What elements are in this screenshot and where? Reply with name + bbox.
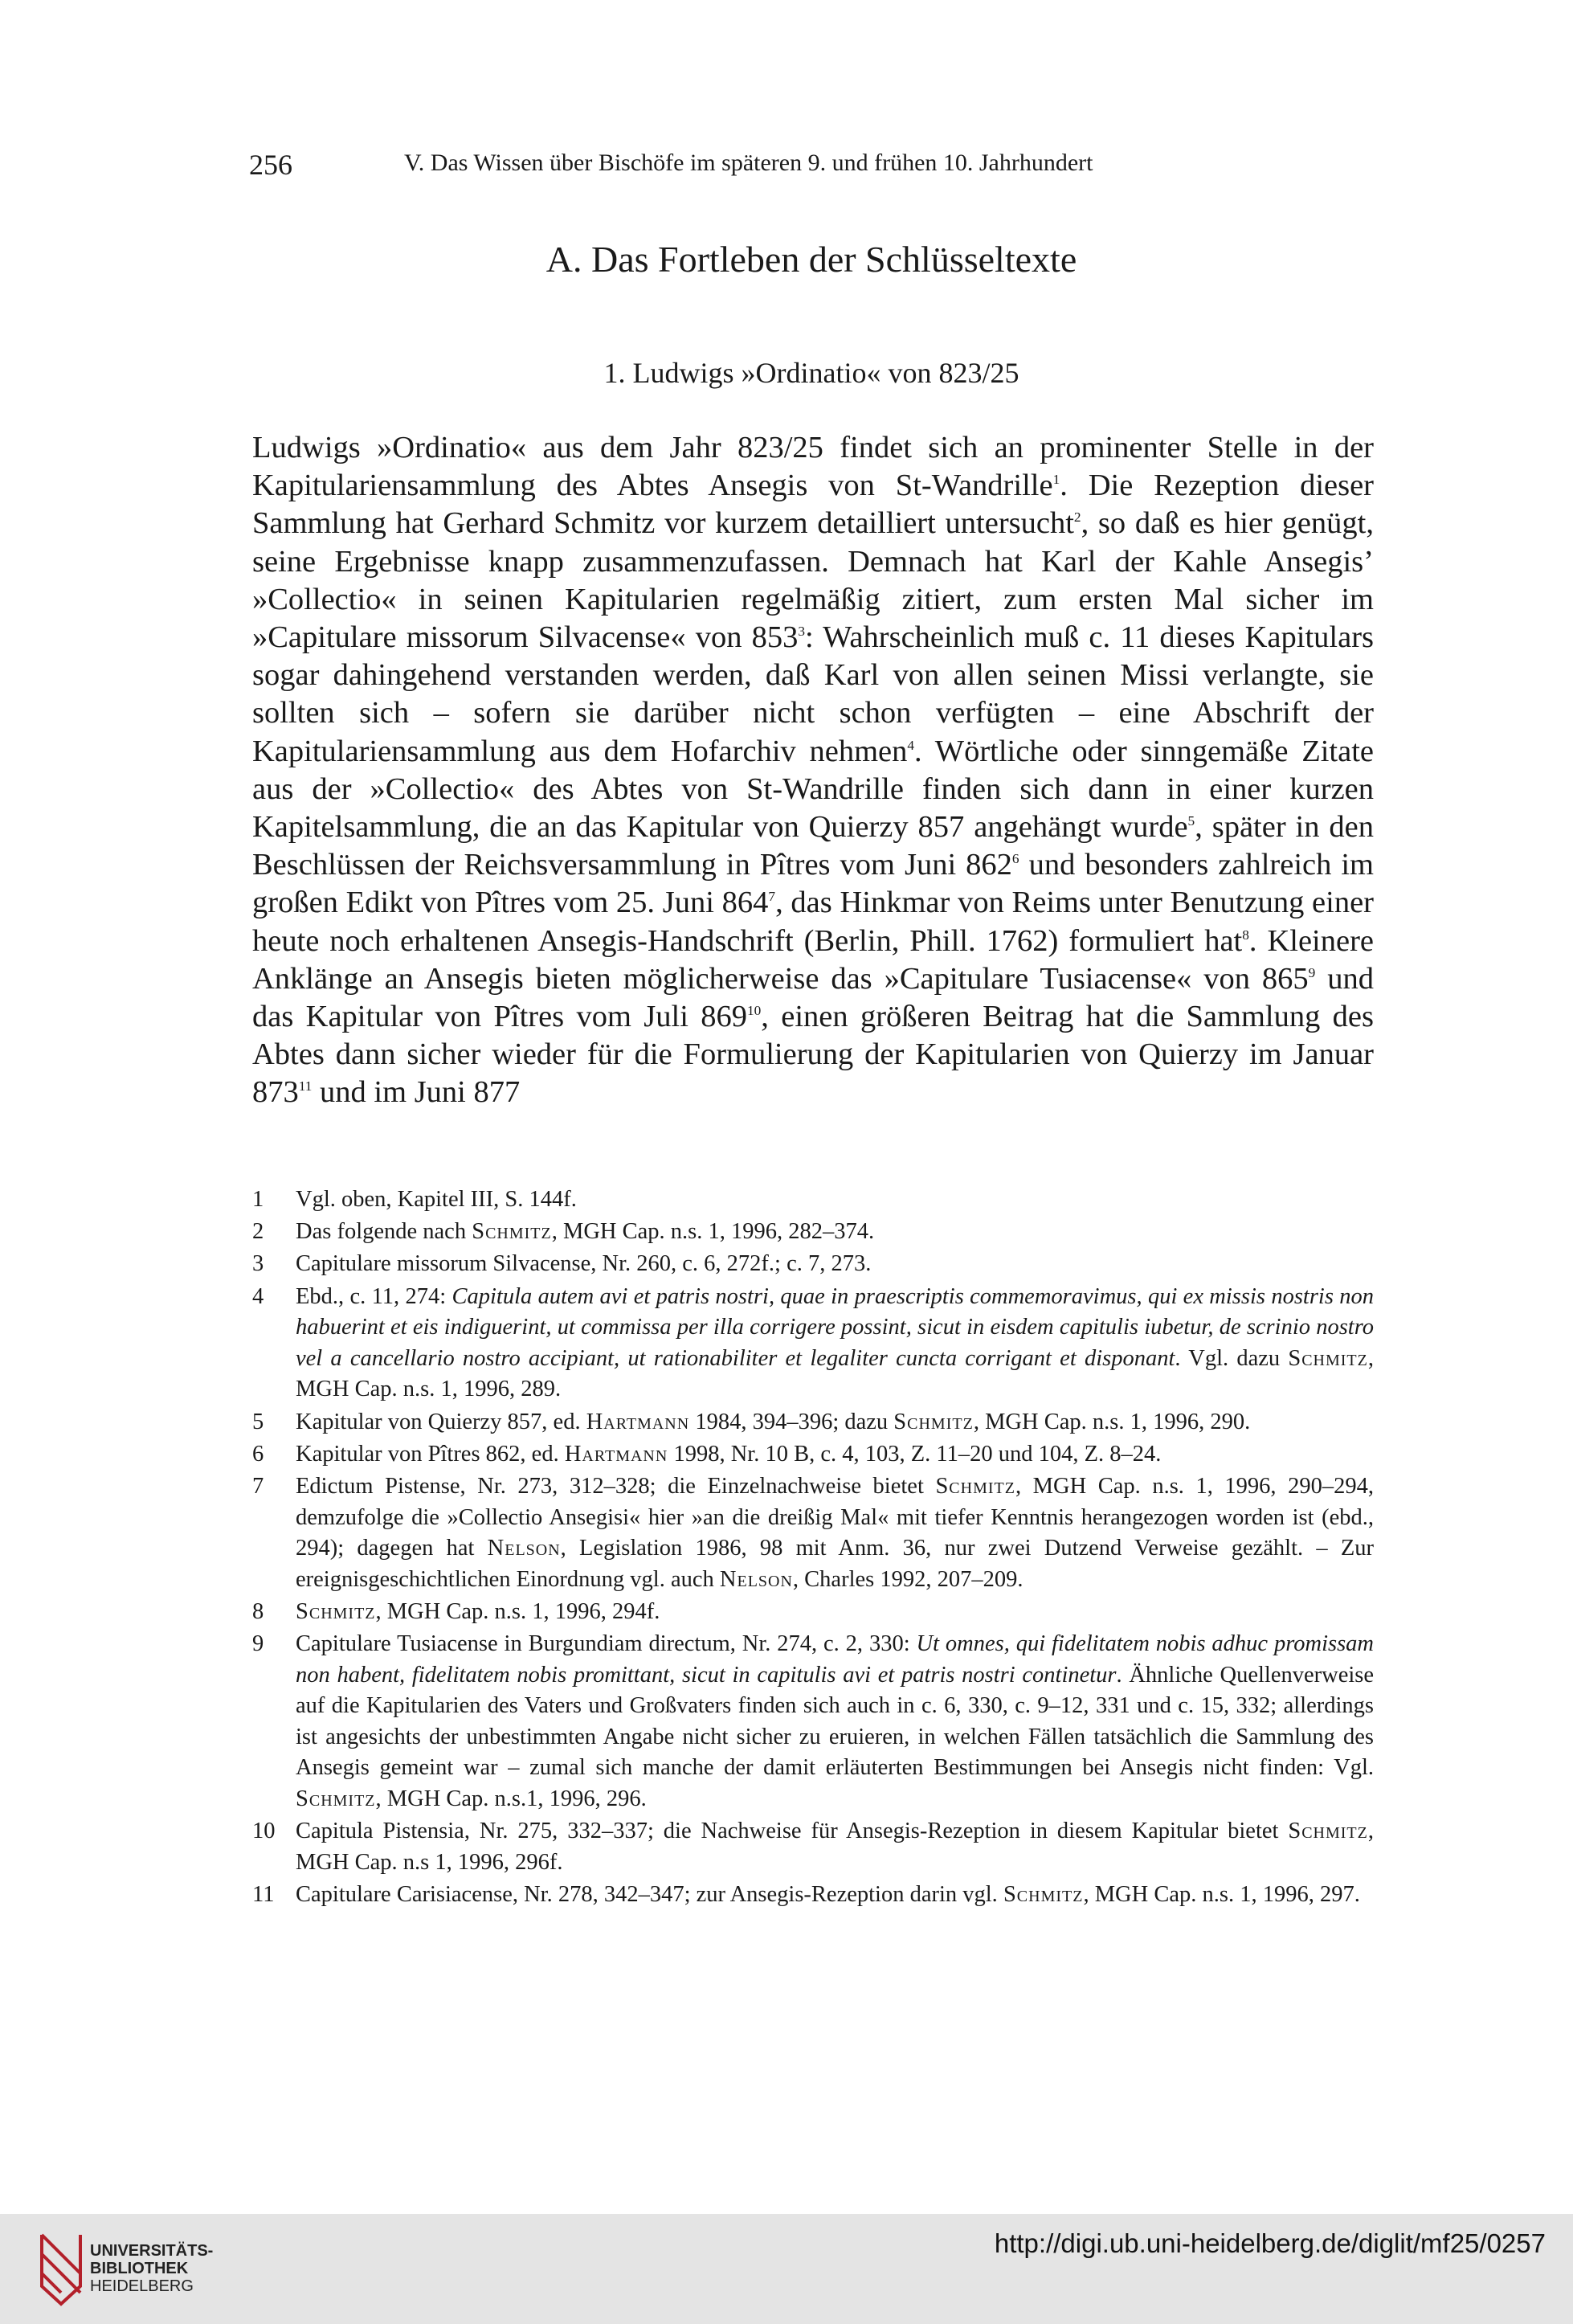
footnote-segment: Edictum Pistense, Nr. 273, 312–328; die Einzelnachweise bietet	[296, 1473, 936, 1499]
footnote-segment: Capitulare Tusiacense in Burgundiam directum, Nr. 274, c. 2, 330:	[296, 1631, 917, 1657]
source-url[interactable]: http://digi.ub.uni-heidelberg.de/diglit/mf25/0257	[994, 2228, 1546, 2258]
footnote-6	[252, 1439, 1374, 1471]
footnote-ref[interactable]: 5	[1187, 813, 1195, 829]
library-name-line: HEIDELBERG	[90, 2277, 194, 2295]
footnote-text	[296, 1880, 1374, 1911]
footnote-text	[296, 1407, 1374, 1438]
chapter-title: A. Das Fortleben der Schlüsseltexte	[545, 239, 1077, 280]
footnote-number: 10	[252, 1819, 276, 1844]
author-name: Schmitz	[296, 1786, 376, 1812]
footnote-number: 7	[252, 1473, 264, 1499]
page-number: 256	[249, 149, 292, 181]
footnote-ref[interactable]: 1	[1052, 472, 1060, 488]
footnote-segment: , MGH Cap. n.s. 1, 1996, 289.	[296, 1345, 1374, 1402]
body-text-segment: : Wahrscheinlich muß c. 11 dieses Kapitulars sogar dahingehend verstanden werden, daß Karl von allen seinen Missi verlangte, sie sollten sich – sofern sie darüber nicht schon verfügten – eine Abschrift der Kapitulariensammlung aus dem Hofarchiv nehmen	[252, 620, 1374, 768]
library-name-line: BIBLIOTHEK	[90, 2260, 189, 2277]
footnote-segment: . Ähnliche Quellenverweise auf die Kapitularien des Vaters und Großvaters finden sich auch in c. 6, 330, c. 9–12, 331 und c. 15, 332; allerdings ist angesichts der unbestimmten Angabe nicht sicher zu eruieren, in welchen Fällen tatsächlich die Sammlung des Ansegis gemeint war – zumal sich manche der damit erläuterten Bestimmungen bei Ansegis nicht finden: Vgl.	[296, 1662, 1375, 1781]
footnote-number: 3	[252, 1251, 264, 1277]
footnote-segment: , MGH Cap. n.s. 1, 1996, 282–374.	[551, 1219, 875, 1245]
footnote-segment: Das folgende nach	[296, 1219, 472, 1245]
footnote-ref[interactable]: 3	[798, 624, 806, 640]
footnote-10	[252, 1816, 1374, 1878]
footnote-number: 9	[252, 1631, 264, 1657]
author-name: Nelson	[487, 1536, 561, 1561]
footnote-text	[296, 1471, 1374, 1595]
footnote-number: 8	[252, 1598, 264, 1624]
body-text-segment: und im Juni 877	[312, 1075, 521, 1110]
body-text-segment: , später in den Beschlüssen der Reichsversammlung in Pîtres vom Juni 862	[252, 810, 1374, 882]
footnote-8	[252, 1597, 1374, 1628]
footnote-segment: . Vgl. dazu	[1175, 1345, 1289, 1371]
author-name: Schmitz	[296, 1598, 376, 1624]
footnote-ref[interactable]: 11	[298, 1078, 313, 1094]
footnote-ref[interactable]: 6	[1011, 851, 1019, 867]
running-head: V. Das Wissen über Bischöfe im späteren 9. und frühen 10. Jahrhundert	[404, 149, 1093, 176]
footnote-ref[interactable]: 4	[907, 737, 915, 753]
body-text-segment: . Kleinere Anklänge an Ansegis bieten möglicherweise das »Capitulare Tusiacense« von 865	[252, 923, 1374, 996]
footnote-number: 6	[252, 1441, 264, 1467]
footnote-ref[interactable]: 2	[1073, 509, 1081, 526]
body-text-segment: , das Hinkmar von Reims unter Benutzung einer heute noch erhaltenen Ansegis-Handschrift (Berlin, Phill. 1762) formuliert hat	[252, 886, 1374, 958]
author-name: Hartmann	[564, 1441, 668, 1467]
footnote-segment: 1984, 394–396; dazu	[689, 1409, 894, 1434]
footnote-segment: , Charles 1992, 207–209.	[792, 1566, 1023, 1592]
footnote-segment: , MGH Cap. n.s. 1, 1996, 290.	[973, 1409, 1251, 1434]
author-name: Hartmann	[586, 1409, 690, 1434]
section-title: 1. Ludwigs »Ordinatio« von 823/25	[603, 357, 1019, 389]
library-name	[90, 2242, 213, 2295]
footnote-number: 11	[252, 1882, 275, 1907]
footnote-segment: , MGH Cap. n.s. 1, 1996, 290–294, demzufolge die »Collectio Ansegisi« hier »an die dreißig Mal« mit tiefer Kenntnis herangezogen worden ist (ebd., 294); dagegen hat	[296, 1473, 1374, 1561]
footnote-text	[296, 1816, 1374, 1878]
footnote-segment: , MGH Cap. n.s. 1, 1996, 294f.	[375, 1598, 660, 1624]
footnote-segment: Kapitular von Pîtres 862, ed.	[296, 1441, 565, 1467]
author-name: Schmitz	[1288, 1345, 1368, 1371]
footnote-segment: Kapitular von Quierzy 857, ed.	[296, 1409, 586, 1434]
footnote-9	[252, 1629, 1374, 1815]
author-name: Schmitz	[472, 1219, 552, 1245]
footnote-text	[296, 1282, 1374, 1405]
body-text-segment: . Die Rezeption dieser Sammlung hat Gerhard Schmitz vor kurzem detailliert untersucht	[252, 468, 1374, 541]
footnote-number: 1	[252, 1187, 264, 1212]
footnote-text	[296, 1439, 1374, 1471]
body-text-segment: und das Kapitular von Pîtres vom Juli 869	[252, 961, 1374, 1034]
body-text-segment: , einen größeren Beitrag hat die Sammlung des Abtes dann sicher wieder für die Formulierung der Kapitularien von Quierzy im Januar 873	[252, 1000, 1374, 1110]
body-paragraph	[252, 429, 1374, 1112]
footnote-11	[252, 1880, 1374, 1911]
footnote-4	[252, 1282, 1374, 1405]
author-name: Schmitz	[1003, 1882, 1084, 1907]
footnotes	[252, 1185, 1374, 1912]
footnote-text	[296, 1249, 1374, 1280]
author-name: Schmitz	[935, 1473, 1015, 1499]
footnote-ref[interactable]: 9	[1308, 965, 1316, 981]
footnote-3	[252, 1249, 1374, 1280]
library-name-line: UNIVERSITÄTS-	[90, 2242, 214, 2260]
footnote-7	[252, 1471, 1374, 1595]
footnote-number: 4	[252, 1283, 264, 1309]
footnote-segment: Vgl. oben, Kapitel III, S. 144f.	[296, 1187, 577, 1212]
footnote-segment: Capitulare missorum Silvacense, Nr. 260, c. 6, 272f.; c. 7, 273.	[296, 1251, 872, 1277]
latin-quote: Capitula autem avi et patris nostri, quae in praescriptis commemoravimus, qui ex missis nostris non habuerint et eis indiguerint, ut commissa per illa corrigere possint, sicut in eisdem capitulis iubetur, de scrinio nostro vel a cancellario nostro accipiant, ut rationabiliter et legaliter cuncta corrigant et disponant	[296, 1283, 1375, 1371]
footnote-ref[interactable]: 8	[1242, 927, 1249, 943]
footnote-ref[interactable]: 10	[746, 1003, 762, 1019]
footnote-segment: , MGH Cap. n.s.1, 1996, 296.	[375, 1786, 647, 1812]
footnote-segment: Capitulare Carisiacense, Nr. 278, 342–347; zur Ansegis-Rezeption darin vgl.	[296, 1882, 1003, 1907]
footnote-ref[interactable]: 7	[768, 889, 776, 905]
library-logo-icon	[37, 2228, 85, 2309]
footnote-segment: , MGH Cap. n.s 1, 1996, 296f.	[296, 1819, 1374, 1875]
body-text-segment: . Wörtliche oder sinngemäße Zitate aus der »Collectio« des Abtes von St-Wandrille finden sich dann in einer kurzen Kapitelsammlung, die an das Kapitular von Quierzy 857 angehängt wurde	[252, 734, 1374, 845]
footnote-text	[296, 1629, 1374, 1815]
body-text-segment: und besonders zahlreich im großen Edikt von Pîtres vom 25. Juni 864	[252, 848, 1375, 920]
footnote-text	[296, 1597, 1374, 1628]
footnote-text	[296, 1217, 1374, 1248]
author-name: Nelson	[719, 1566, 793, 1592]
footnote-segment: , MGH Cap. n.s. 1, 1996, 297.	[1083, 1882, 1360, 1907]
footnote-text	[296, 1185, 1374, 1216]
latin-quote: Ut omnes, qui fidelitatem nobis adhuc promissam non habent, fidelitatem nobis promittant, sicut in capitulis avi et patris nostri continetur	[296, 1631, 1375, 1688]
footnote-number: 2	[252, 1219, 264, 1245]
footnote-number: 5	[252, 1409, 264, 1434]
footnote-1	[252, 1185, 1374, 1216]
author-name: Schmitz	[893, 1409, 974, 1434]
body-text-segment: , so daß es hier genügt, seine Ergebnisse knapp zusammenzufassen. Demnach hat Karl der Kahle Ansegis’ »Collectio« in seinen Kapitularien regelmäßig zitiert, zum ersten Mal sicher im »Capitulare missorum Silvacense« von 853	[252, 506, 1374, 655]
footnote-segment: Capitula Pistensia, Nr. 275, 332–337; die Nachweise für Ansegis-Rezeption in diesem Kapitular bietet	[296, 1819, 1289, 1844]
footnote-segment: Ebd., c. 11, 274:	[296, 1283, 452, 1309]
footnote-segment: 1998, Nr. 10 B, c. 4, 103, Z. 11–20 und 104, Z. 8–24.	[668, 1441, 1162, 1467]
body-text-segment: Ludwigs »Ordinatio« aus dem Jahr 823/25 findet sich an prominenter Stelle in der Kapitulariensammlung des Abtes Ansegis von St-Wandrille	[252, 431, 1374, 503]
footnote-2	[252, 1217, 1374, 1248]
footnote-segment: , Legislation 1986, 98 mit Anm. 36, nur zwei Dutzend Verweise gezählt. – Zur ereignisgeschichtlichen Einordnung vgl. auch	[296, 1536, 1374, 1592]
author-name: Schmitz	[1288, 1819, 1368, 1844]
footnote-5	[252, 1407, 1374, 1438]
